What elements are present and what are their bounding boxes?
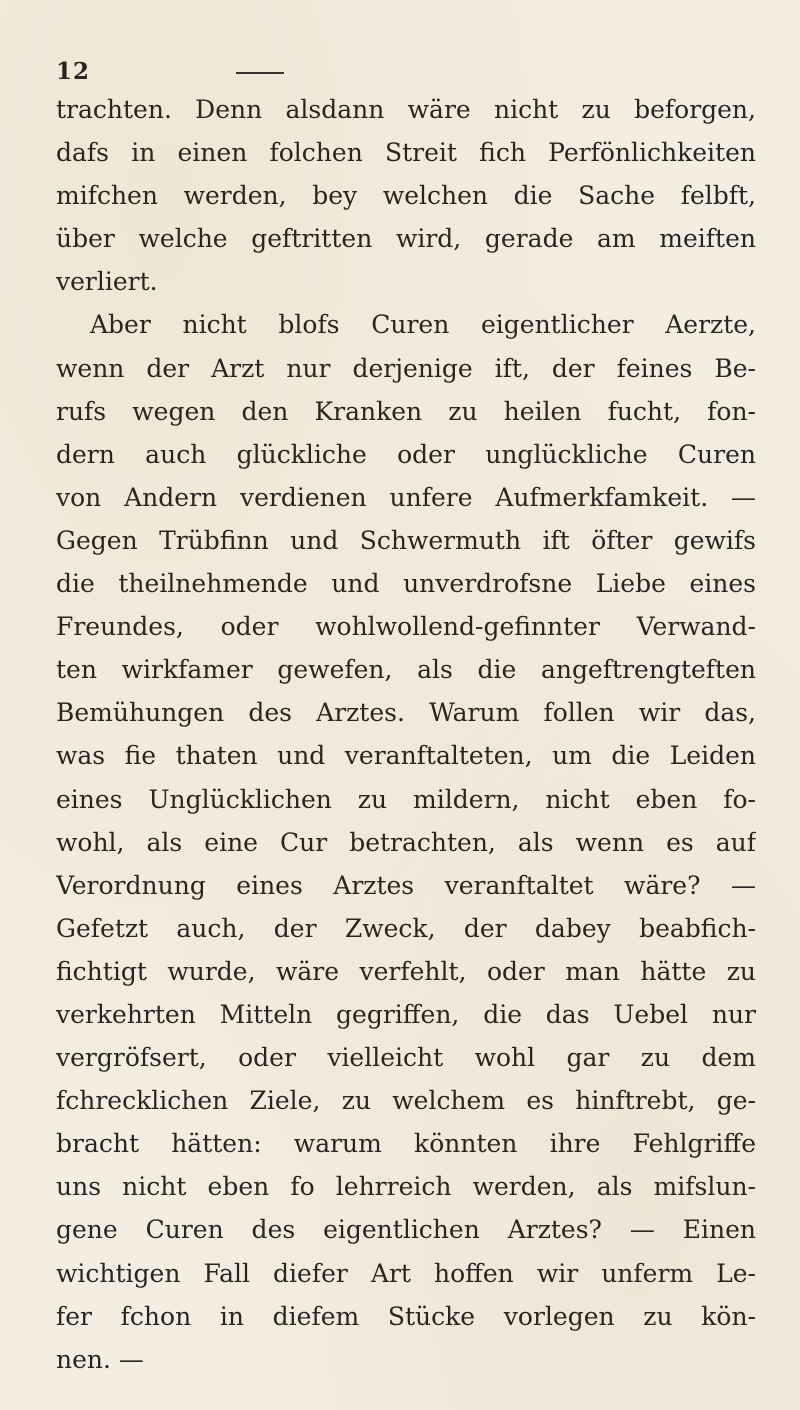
text-line: trachten. Denn alsdann wäre nicht zu beforgen, (56, 95, 756, 124)
text-line: verliert. (56, 267, 158, 297)
text-line: was fie thaten und veranftalteten, um die Leiden (56, 741, 756, 771)
text-line: fichtigt wurde, wäre verfehlt, oder man hätte zu (56, 956, 756, 986)
header-rule (236, 72, 284, 74)
text-line: wohl, als eine Cur betrachten, als wenn es auf (56, 827, 756, 857)
text-line: fer fchon in diefem Stücke vorlegen zu kön- (56, 1301, 756, 1331)
text-line: uns nicht eben fo lehrreich werden, als mifslun- (56, 1172, 756, 1202)
text-line: nen. — (56, 1344, 144, 1374)
text-line: dern auch glückliche oder unglückliche Curen (56, 439, 756, 469)
text-line: eines Unglücklichen zu mildern, nicht eben fo- (56, 784, 756, 814)
page-header (56, 58, 756, 88)
text-line: Gefetzt auch, der Zweck, der dabey beabfich- (56, 913, 756, 943)
text-line: mifchen werden, bey welchen die Sache felbft, (56, 181, 756, 211)
text-line: rufs wegen den Kranken zu heilen fucht, fon- (56, 396, 756, 426)
text-line: von Andern verdienen unfere Aufmerkfamkeit. — (56, 482, 756, 512)
text-line: wichtigen Fall diefer Art hoffen wir unferm Le- (56, 1258, 756, 1288)
text-line: verkehrten Mitteln gegriffen, die das Uebel nur (56, 999, 756, 1029)
text-line: bracht hätten: warum könnten ihre Fehlgriffe (56, 1129, 756, 1159)
text-line: vergröfsert, oder vielleicht wohl gar zu dem (56, 1043, 756, 1073)
text-line: Freundes, oder wohlwollend-gefinnter Verwand- (56, 612, 756, 642)
body-text (56, 88, 756, 1381)
text-line: fchrecklichen Ziele, zu welchem es hinftrebt, ge- (56, 1086, 756, 1116)
text-line: Bemühungen des Arztes. Warum follen wir das, (56, 698, 756, 728)
text-line: wenn der Arzt nur derjenige ift, der feines Be- (56, 353, 756, 383)
text-line: Gegen Trübfinn und Schwermuth ift öfter gewifs (56, 525, 756, 555)
text-line: über welche geftritten wird, gerade am meiften (56, 224, 756, 254)
text-line: gene Curen des eigentlichen Arztes? — Einen (56, 1215, 756, 1245)
text-line: Verordnung eines Arztes veranftaltet wäre? — (56, 870, 756, 900)
text-line: ten wirkfamer gewefen, als die angeftrengteften (56, 655, 756, 685)
text-line: die theilnehmende und unverdrofsne Liebe eines (56, 569, 756, 599)
text-line: Aber nicht blofs Curen eigentlicher Aerzte, (90, 310, 756, 340)
text-line: dafs in einen folchen Streit fich Perfönlichkeiten (56, 138, 756, 168)
page-number: 12 (56, 58, 91, 85)
